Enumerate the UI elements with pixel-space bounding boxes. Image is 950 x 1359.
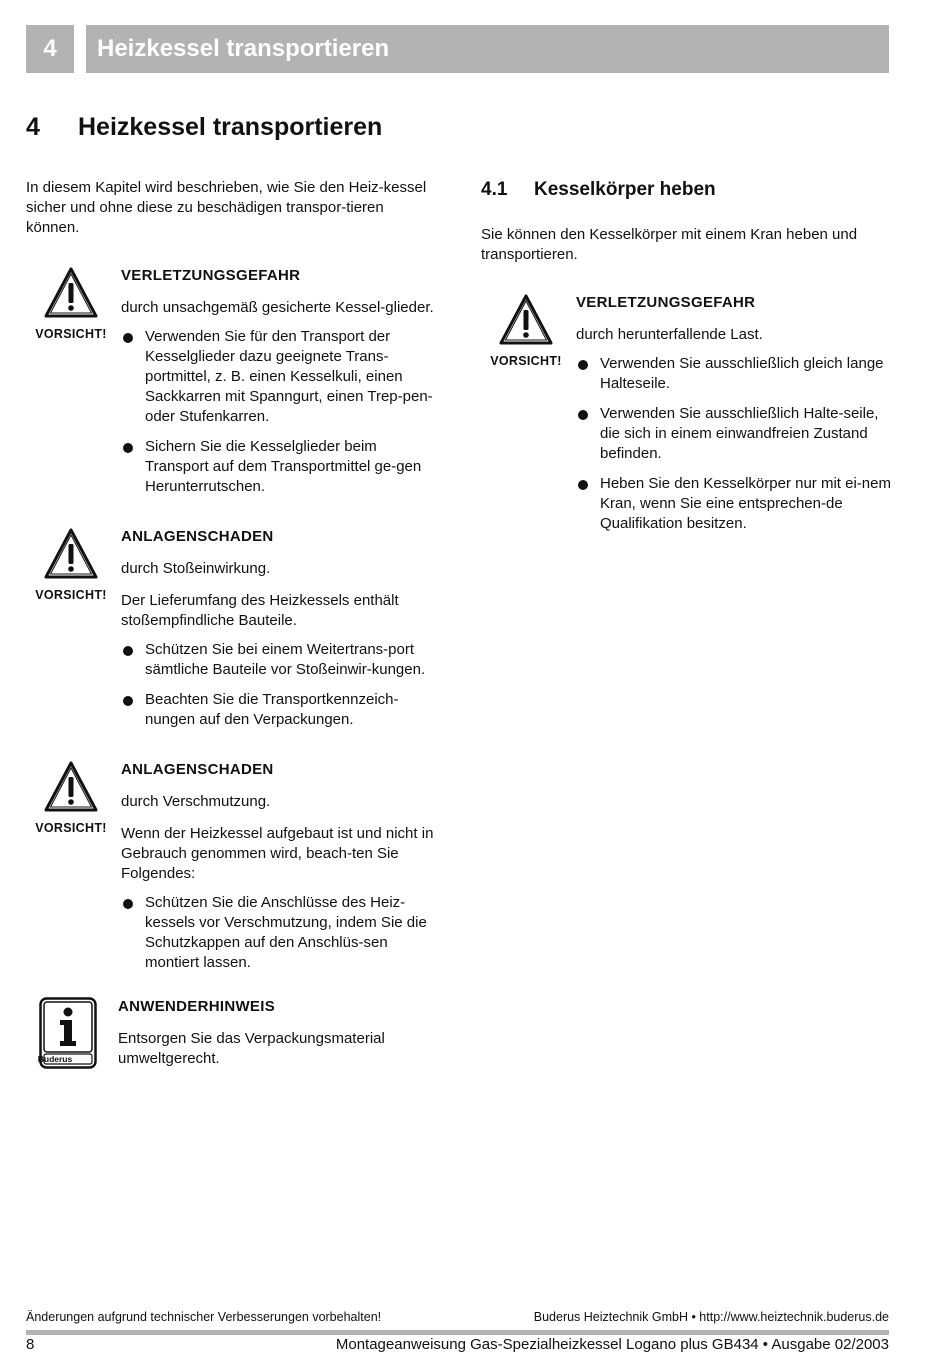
- section-title-text: Kesselkörper heben: [534, 179, 716, 200]
- notice-list: [121, 327, 436, 497]
- notice-lead: durch Verschmutzung.: [121, 793, 271, 810]
- section-number: 4.1: [481, 179, 508, 200]
- footer-company: Buderus Heiztechnik GmbH • http://www.heiztechnik.buderus.de: [533, 1310, 889, 1324]
- list-item: Sichern Sie die Kesselglieder beim Transport auf dem Transportmittel ge-gen Herunterrutschen.: [121, 437, 436, 497]
- warning-triangle-icon: [43, 527, 99, 581]
- caution-label: VORSICHT!: [35, 327, 107, 341]
- caution-label: VORSICHT!: [35, 821, 107, 835]
- list-item: Heben Sie den Kesselkörper nur mit ei-nem Kran, wenn Sie eine entsprechen-de Qualifikation besitzen.: [576, 474, 891, 534]
- warning-triangle-icon: [43, 760, 99, 814]
- warning-icon-block: [26, 760, 116, 835]
- notice-lead: durch herunterfallende Last.: [576, 326, 763, 343]
- list-item: Schützen Sie die Anschlüsse des Heiz-kessels vor Verschmutzung, indem Sie die Schutzkappen auf den Anschlüs-sen montiert lassen.: [121, 893, 436, 973]
- header-chapter-title: Heizkessel transportieren: [86, 25, 889, 73]
- buderus-logo-text: Buderus: [37, 1054, 73, 1064]
- notice-lead: durch unsachgemäß gesicherte Kessel-glieder.: [121, 299, 434, 316]
- notice-title: VERLETZUNGSGEFAHR: [121, 267, 301, 284]
- list-item: Verwenden Sie für den Transport der Kesselglieder dazu geeignete Trans-portmittel, z. B. einen Kesselkuli, einen Sackkarren mit Spanngurt, einen Trep-pen- oder Stufenkarren.: [121, 327, 436, 427]
- list-item: Verwenden Sie ausschließlich Halte-seile, die sich in einem einwandfreien Zustand befinden.: [576, 404, 891, 464]
- notice-paragraph: Der Lieferumfang des Heizkessels enthält stoßempfindliche Bauteile.: [121, 592, 399, 629]
- notice-lead: durch Stoßeinwirkung.: [121, 560, 271, 577]
- notice-lead: Entsorgen Sie das Verpackungsmaterial umweltgerecht.: [118, 1030, 385, 1067]
- page-number: 8: [26, 1336, 35, 1353]
- user-note: [26, 997, 436, 1069]
- header-chapter-number: 4: [26, 25, 74, 73]
- notice-list: [121, 893, 436, 973]
- warning-triangle-icon: [498, 293, 554, 347]
- warning-triangle-icon: [43, 266, 99, 320]
- info-icon-block: [26, 997, 110, 1074]
- warning-notice: [26, 266, 436, 497]
- section-title: [481, 178, 891, 202]
- notice-list: [576, 354, 891, 534]
- chapter-title: [26, 113, 382, 142]
- caution-label: VORSICHT!: [490, 354, 562, 368]
- document-title: Montageanweisung Gas-Spezialheizkessel Logano plus GB434 • Ausgabe 02/2003: [335, 1336, 889, 1353]
- warning-notice: [481, 293, 891, 534]
- footer-disclaimer: Änderungen aufgrund technischer Verbesserungen vorbehalten!: [26, 1310, 382, 1324]
- notice-title: ANLAGENSCHADEN: [121, 761, 274, 778]
- list-item: Beachten Sie die Transportkennzeich-nungen auf den Verpackungen.: [121, 690, 436, 730]
- left-column: [26, 178, 436, 1069]
- chapter-title-text: Heizkessel transportieren: [78, 113, 383, 141]
- right-column: [481, 178, 891, 544]
- chapter-intro: In diesem Kapitel wird beschrieben, wie Sie den Heiz-kessel sicher und ohne diese zu beschädigen transpor-tieren können.: [26, 179, 427, 236]
- warning-notice: [26, 760, 436, 973]
- section-intro: Sie können den Kesselkörper mit einem Kran heben und transportieren.: [481, 226, 858, 263]
- list-item: Verwenden Sie ausschließlich gleich lange Halteseile.: [576, 354, 891, 394]
- warning-icon-block: [26, 527, 116, 602]
- list-item: Schützen Sie bei einem Weitertrans-port sämtliche Bauteile vor Stoßeinwir-kungen.: [121, 640, 436, 680]
- running-header: [26, 25, 889, 73]
- notice-list: [121, 640, 436, 730]
- footer-divider: [26, 1330, 889, 1335]
- warning-icon-block: [481, 293, 571, 368]
- notice-paragraph: Wenn der Heizkessel aufgebaut ist und nicht in Gebrauch genommen wird, beach-ten Sie Folgendes:: [121, 825, 434, 882]
- notice-title: ANWENDERHINWEIS: [118, 998, 275, 1015]
- warning-notice: [26, 527, 436, 730]
- notice-title: ANLAGENSCHADEN: [121, 528, 274, 545]
- notice-title: VERLETZUNGSGEFAHR: [576, 294, 756, 311]
- chapter-number: 4: [26, 113, 40, 141]
- warning-icon-block: [26, 266, 116, 341]
- caution-label: VORSICHT!: [35, 588, 107, 602]
